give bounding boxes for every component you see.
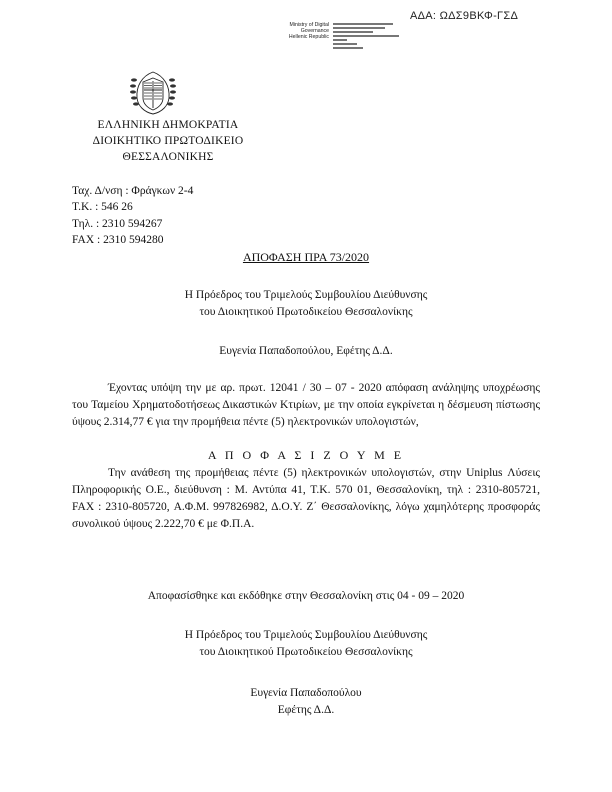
issuer-name: Ευγενία Παπαδοπούλου, Εφέτης Δ.Δ. <box>219 345 393 357</box>
paragraph-award: Την ανάθεση της προμήθειας πέντε (5) ηλεκτρονικών υπολογιστών, στην Uniplus Λύσεις Πληροφορικής Ο.Ε., διεύθυνση : Μ. Αντύπα 41, Τ.Κ. 570 01, Θεσσαλονίκη, τηλ : 2310-805721, FAX : 2310-805720, Α.Φ.Μ. 997826982, Δ.Ο.Υ. Ζ΄ Θεσσαλονίκης, λόγω χαμηλότερης προσφοράς συνολικού ύψους 2.222,70 € με Φ.Π.Α. <box>72 467 540 530</box>
signatory-rank: Εφέτης Δ.Δ. <box>277 704 335 716</box>
paragraph-whereas: Έχοντας υπόψη την με αρ. πρωτ. 12041 / 30 – 07 - 2020 απόφαση ανάληψης υποχρέωσης του Ταμείου Χρηματοδοτήσεως Δικαστικών Κτιρίων, με την οποία εγκρίνεται η δέσμευση πίστωσης ύψους 2.314,77 € για την προμήθεια πέντε (5) ηλεκτρονικών υπολογιστών, <box>72 382 540 428</box>
signature-line-3: Hellenic Republic <box>288 34 329 41</box>
digital-signature-stamp <box>287 22 407 56</box>
court-city: ΘΕΣΣΑΛΟΝΙΚΗΣ <box>122 151 214 163</box>
signature-title-line-1: Η Πρόεδρος του Τριμελούς Συμβουλίου Διεύθυνσης <box>184 629 428 641</box>
issuer-line-2: του Διοικητικού Πρωτοδικείου Θεσσαλονίκης <box>199 306 413 318</box>
decide-heading: Α Π Ο Φ Α Σ Ι Ζ Ο Υ Μ Ε <box>207 448 405 462</box>
signatory-name: Ευγενία Παπαδοπούλου <box>250 687 362 699</box>
contact-address: Ταχ. Δ/νση : Φράγκων 2-4 <box>72 185 194 197</box>
issued-statement: Αποφασίσθηκε και εκδόθηκε στην Θεσσαλονίκη στις 04 - 09 – 2020 <box>147 590 465 602</box>
country-name: ΕΛΛΗΝΙΚΗ ΔΗΜΟΚΡΑΤΙΑ <box>97 119 239 131</box>
contact-fax: FAX : 2310 594280 <box>72 233 164 246</box>
decision-title: ΑΠΟΦΑΣΗ ΠΡΑ 73/2020 <box>242 250 370 264</box>
signature-fine-print-icon <box>333 22 407 54</box>
issuer-line-1: Η Πρόεδρος του Τριμελούς Συμβουλίου Διεύθυνσης <box>184 289 428 301</box>
ada-code: ΑΔΑ: ΩΔΣ9ΒΚΦ-ΓΣΔ <box>410 10 519 22</box>
court-name: ΔΙΟΙΚΗΤΙΚΟ ΠΡΩΤΟΔΙΚΕΙΟ <box>92 135 244 147</box>
signature-line-1: Ministry of Digital <box>289 22 329 28</box>
contact-postal-code: Τ.Κ. : 546 26 <box>72 201 133 214</box>
signature-title-line-2: του Διοικητικού Πρωτοδικείου Θεσσαλονίκης <box>199 646 413 658</box>
signature-line-2: Governance <box>300 28 329 35</box>
contact-block <box>72 183 193 248</box>
court-header <box>68 117 268 165</box>
signature-details-graphic <box>333 22 407 55</box>
signature-issuer <box>287 22 329 41</box>
contact-phone: Τηλ. : 2310 594267 <box>72 217 163 230</box>
greek-emblem-icon <box>128 68 178 116</box>
